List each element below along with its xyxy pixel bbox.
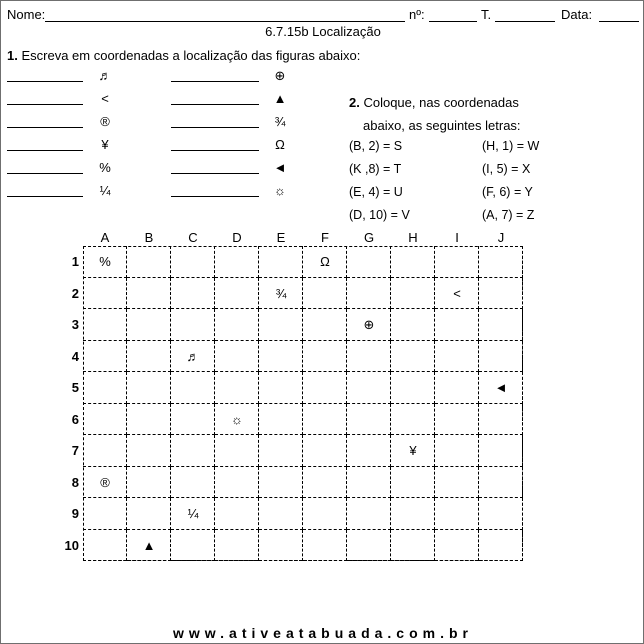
left-triangle-icon: ◄	[494, 380, 508, 395]
row-label-1: 1	[71, 254, 79, 269]
yen-icon: ¥	[409, 443, 417, 458]
letter-coordinate-right-2: (I, 5) = X	[482, 162, 531, 176]
omega-icon: Ω	[320, 254, 330, 269]
column-label-d: D	[232, 230, 242, 245]
answer-blank-right-5[interactable]	[171, 173, 259, 174]
nome-blank[interactable]	[45, 21, 405, 22]
letter-coordinate-left-2: (K ,8) = T	[349, 162, 402, 176]
one-quarter-icon: ¼	[187, 506, 199, 521]
q1-symbol-right-4: Ω	[275, 137, 285, 152]
row-label-4: 4	[71, 348, 79, 364]
music-notes-icon: ♬	[186, 348, 200, 364]
letter-coordinate-right-1: (H, 1) = W	[482, 139, 540, 153]
letter-coordinate-left-3: (E, 4) = U	[349, 185, 403, 199]
question-2-number: 2.	[349, 95, 360, 110]
q1-symbol-right-5: ◄	[273, 160, 287, 175]
less-than-icon: <	[453, 285, 461, 301]
q1-symbol-right-2: ▲	[273, 91, 287, 106]
registered-icon: ®	[100, 474, 110, 490]
turma-blank[interactable]	[495, 21, 555, 22]
row-label-7: 7	[71, 443, 79, 458]
row-label-8: 8	[71, 474, 79, 490]
question-2-text-line1: Coloque, nas coordenadas	[363, 95, 519, 110]
question-2-text-line2: abaixo, as seguintes letras:	[363, 118, 521, 133]
up-triangle-icon: ▲	[142, 537, 156, 553]
answer-blank-left-2[interactable]	[7, 104, 83, 105]
q1-symbol-left-6: ¼	[99, 183, 111, 198]
row-label-5: 5	[71, 380, 79, 395]
question-1-number: 1.	[7, 48, 18, 63]
row-label-2: 2	[71, 285, 79, 301]
q1-symbol-right-1: ⊕	[274, 68, 286, 83]
footer-url: www.ativeatabuada.com.br	[173, 625, 473, 641]
column-label-i: I	[455, 230, 459, 245]
answer-blank-left-3[interactable]	[7, 127, 83, 128]
q1-symbol-left-5: %	[99, 160, 111, 175]
row-label-10: 10	[64, 537, 79, 553]
sun-icon: ☼	[231, 411, 243, 427]
data-blank[interactable]	[599, 21, 639, 22]
row-label-3: 3	[71, 317, 79, 332]
q1-symbol-left-1: ♬	[98, 68, 112, 83]
q1-symbol-right-6: ☼	[274, 183, 286, 198]
letter-coordinate-left-4: (D, 10) = V	[349, 208, 410, 222]
column-label-j: J	[497, 230, 505, 245]
answer-blank-left-6[interactable]	[7, 196, 83, 197]
column-label-e: E	[276, 230, 286, 245]
answer-blank-left-5[interactable]	[7, 173, 83, 174]
letter-coordinate-right-4: (A, 7) = Z	[482, 208, 535, 222]
answer-blank-right-6[interactable]	[171, 196, 259, 197]
q1-symbol-left-4: ¥	[101, 137, 109, 152]
column-label-f: F	[321, 230, 329, 245]
question-1	[7, 48, 360, 63]
numero-blank[interactable]	[429, 21, 477, 22]
row-label-9: 9	[71, 506, 79, 521]
answer-blank-right-1[interactable]	[171, 81, 259, 82]
column-label-g: G	[363, 230, 375, 245]
answer-blank-right-3[interactable]	[171, 127, 259, 128]
turma-label: T.	[481, 7, 492, 22]
answer-blank-right-4[interactable]	[171, 150, 259, 151]
circled-plus-icon: ⊕	[363, 317, 375, 332]
percent-icon: %	[99, 254, 111, 269]
numero-label: nº:	[409, 7, 425, 22]
column-label-b: B	[144, 230, 154, 245]
column-label-c: C	[188, 230, 198, 245]
q1-symbol-right-3: ¾	[274, 114, 286, 129]
answer-blank-right-2[interactable]	[171, 104, 259, 105]
question-1-text: Escreva em coordenadas a localização das figuras abaixo:	[21, 48, 361, 63]
letter-coordinate-left-1: (B, 2) = S	[349, 139, 403, 153]
three-quarters-icon: ¾	[275, 285, 287, 301]
column-label-a: A	[100, 230, 110, 245]
answer-blank-left-1[interactable]	[7, 81, 83, 82]
q1-symbol-left-3: ®	[100, 114, 110, 129]
question-2-line1	[349, 91, 519, 114]
answer-blank-left-4[interactable]	[7, 150, 83, 151]
row-label-6: 6	[71, 411, 79, 427]
column-label-h: H	[408, 230, 418, 245]
q1-symbol-left-2: <	[101, 91, 109, 106]
nome-label: Nome:	[7, 7, 46, 22]
worksheet-title: 6.7.15b Localização	[265, 24, 381, 39]
letter-coordinate-right-3: (F, 6) = Y	[482, 185, 533, 199]
data-label: Data:	[561, 7, 593, 22]
